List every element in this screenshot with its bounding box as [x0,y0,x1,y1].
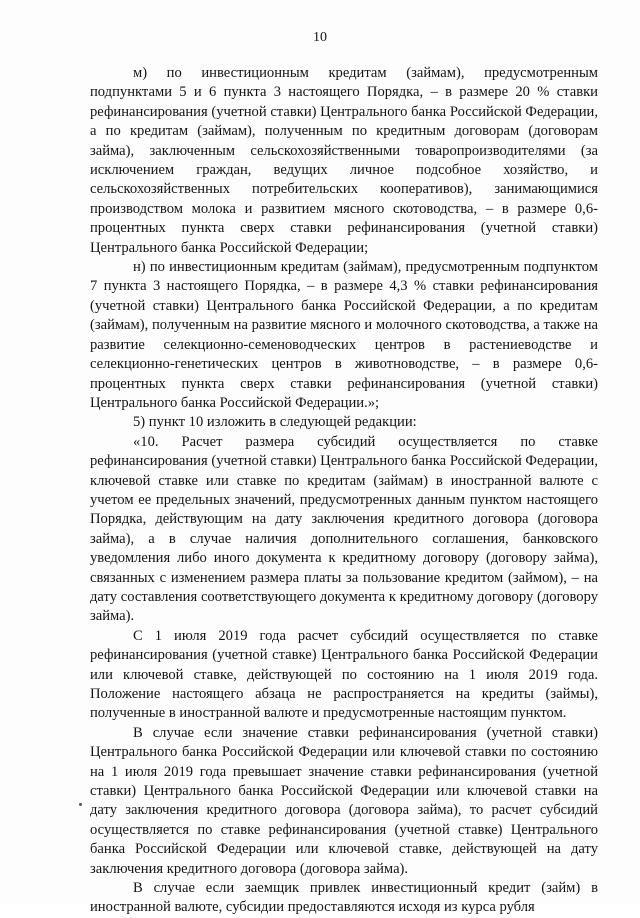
paragraph-foreign-currency: В случае если заемщик привлек инвестиционный кредит (займ) в иностранной валюте, субсидии предоставляются исходя из курса рубля [90,880,598,916]
scan-speck [79,803,82,806]
paragraph-n: н) по инвестиционным кредитам (займам), предусмотренным подпунктом 7 пункта 3 настоящего Порядка, – в размере 4,3 % ставки рефинансирования (учетной ставки) Центрального банка Российской Федерации, а по кредитам (займам), полученным на развитие мясного и молочного скотоводства, а также на развитие селекционно-семеноводческих центров в растениеводстве и селекционно-генетических центров в животноводстве, – в размере 0,6-процентных пункта сверх ставки рефинансирования (учетной ставки) Центрального банка Российской Федерации.»; [90,259,598,411]
paragraph-rate-exceeds: В случае если значение ставки рефинансирования (учетной ставки) Центрального банка Российской Федерации или ключевой ставки по состоянию на 1 июля 2019 года превышает значение ставки рефинансирования (учетной ставки) Центрального банка Российской Федерации или ключевой ставки на дату заключения кредитного договора (договора займа), то расчет субсидий осуществляется по ставке рефинансирования (учетной ставке) Центрального банка Российской Федерации или ключевой ставке, действующей на дату заключения кредитного договора (договора займа). [90,724,598,877]
paragraph-m: м) по инвестиционным кредитам (займам), предусмотренным подпунктами 5 и 6 пункта 3 настоящего Порядка, – в размере 20 % ставки рефинансирования (учетной ставки) Центрального банка Российской Федерации, а по кредитам (займам), полученным по кредитным договорам (договорам займа), заключенным сельскохозяйственными товаропроизводителями (за исключением граждан, ведущих личное подсобное хозяйство, и сельскохозяйственных потребительских кооперативов), занимающимися производством молока и развитием мясного скотоводства, – в размере 0,6-процентных пункта сверх ставки рефинансирования (учетной ставки) Центрального банка Российской Федерации; [90,65,598,256]
paragraph-point-10: «10. Расчет размера субсидий осуществляется по ставке рефинансирования (учетной ставки) Центрального банка Российской Федерации, ключевой ставке или ставке по кредитам (займам) в иностранной валюте с учетом ее предельных значений, предусмотренных данным пунктом настоящего Порядка, действующим на дату заключения кредитного договора (договора займа), а в случае наличия дополнительного соглашения, банковского уведомления либо иного документа к кредитному договору (договору займа), связанных с изменением размера платы за пользование кредитом (займом), – на дату составления соответствующего документа к кредитному договору (договору займа). [90,433,598,625]
document-body [90,64,598,918]
page-number: 10 [313,30,327,45]
paragraph-item-5: 5) пункт 10 изложить в следующей редакции: [133,414,417,431]
paragraph-july-2019: С 1 июля 2019 года расчет субсидий осуществляется по ставке рефинансирования (учетной ставке) Центрального банка Российской Федерации или ключевой ставке, действующей по состоянию на 1 июля 2019 года. Положение настоящего абзаца не распространяется на кредиты (займы), полученные в иностранной валюте и предусмотренные настоящим пунктом. [90,627,598,722]
